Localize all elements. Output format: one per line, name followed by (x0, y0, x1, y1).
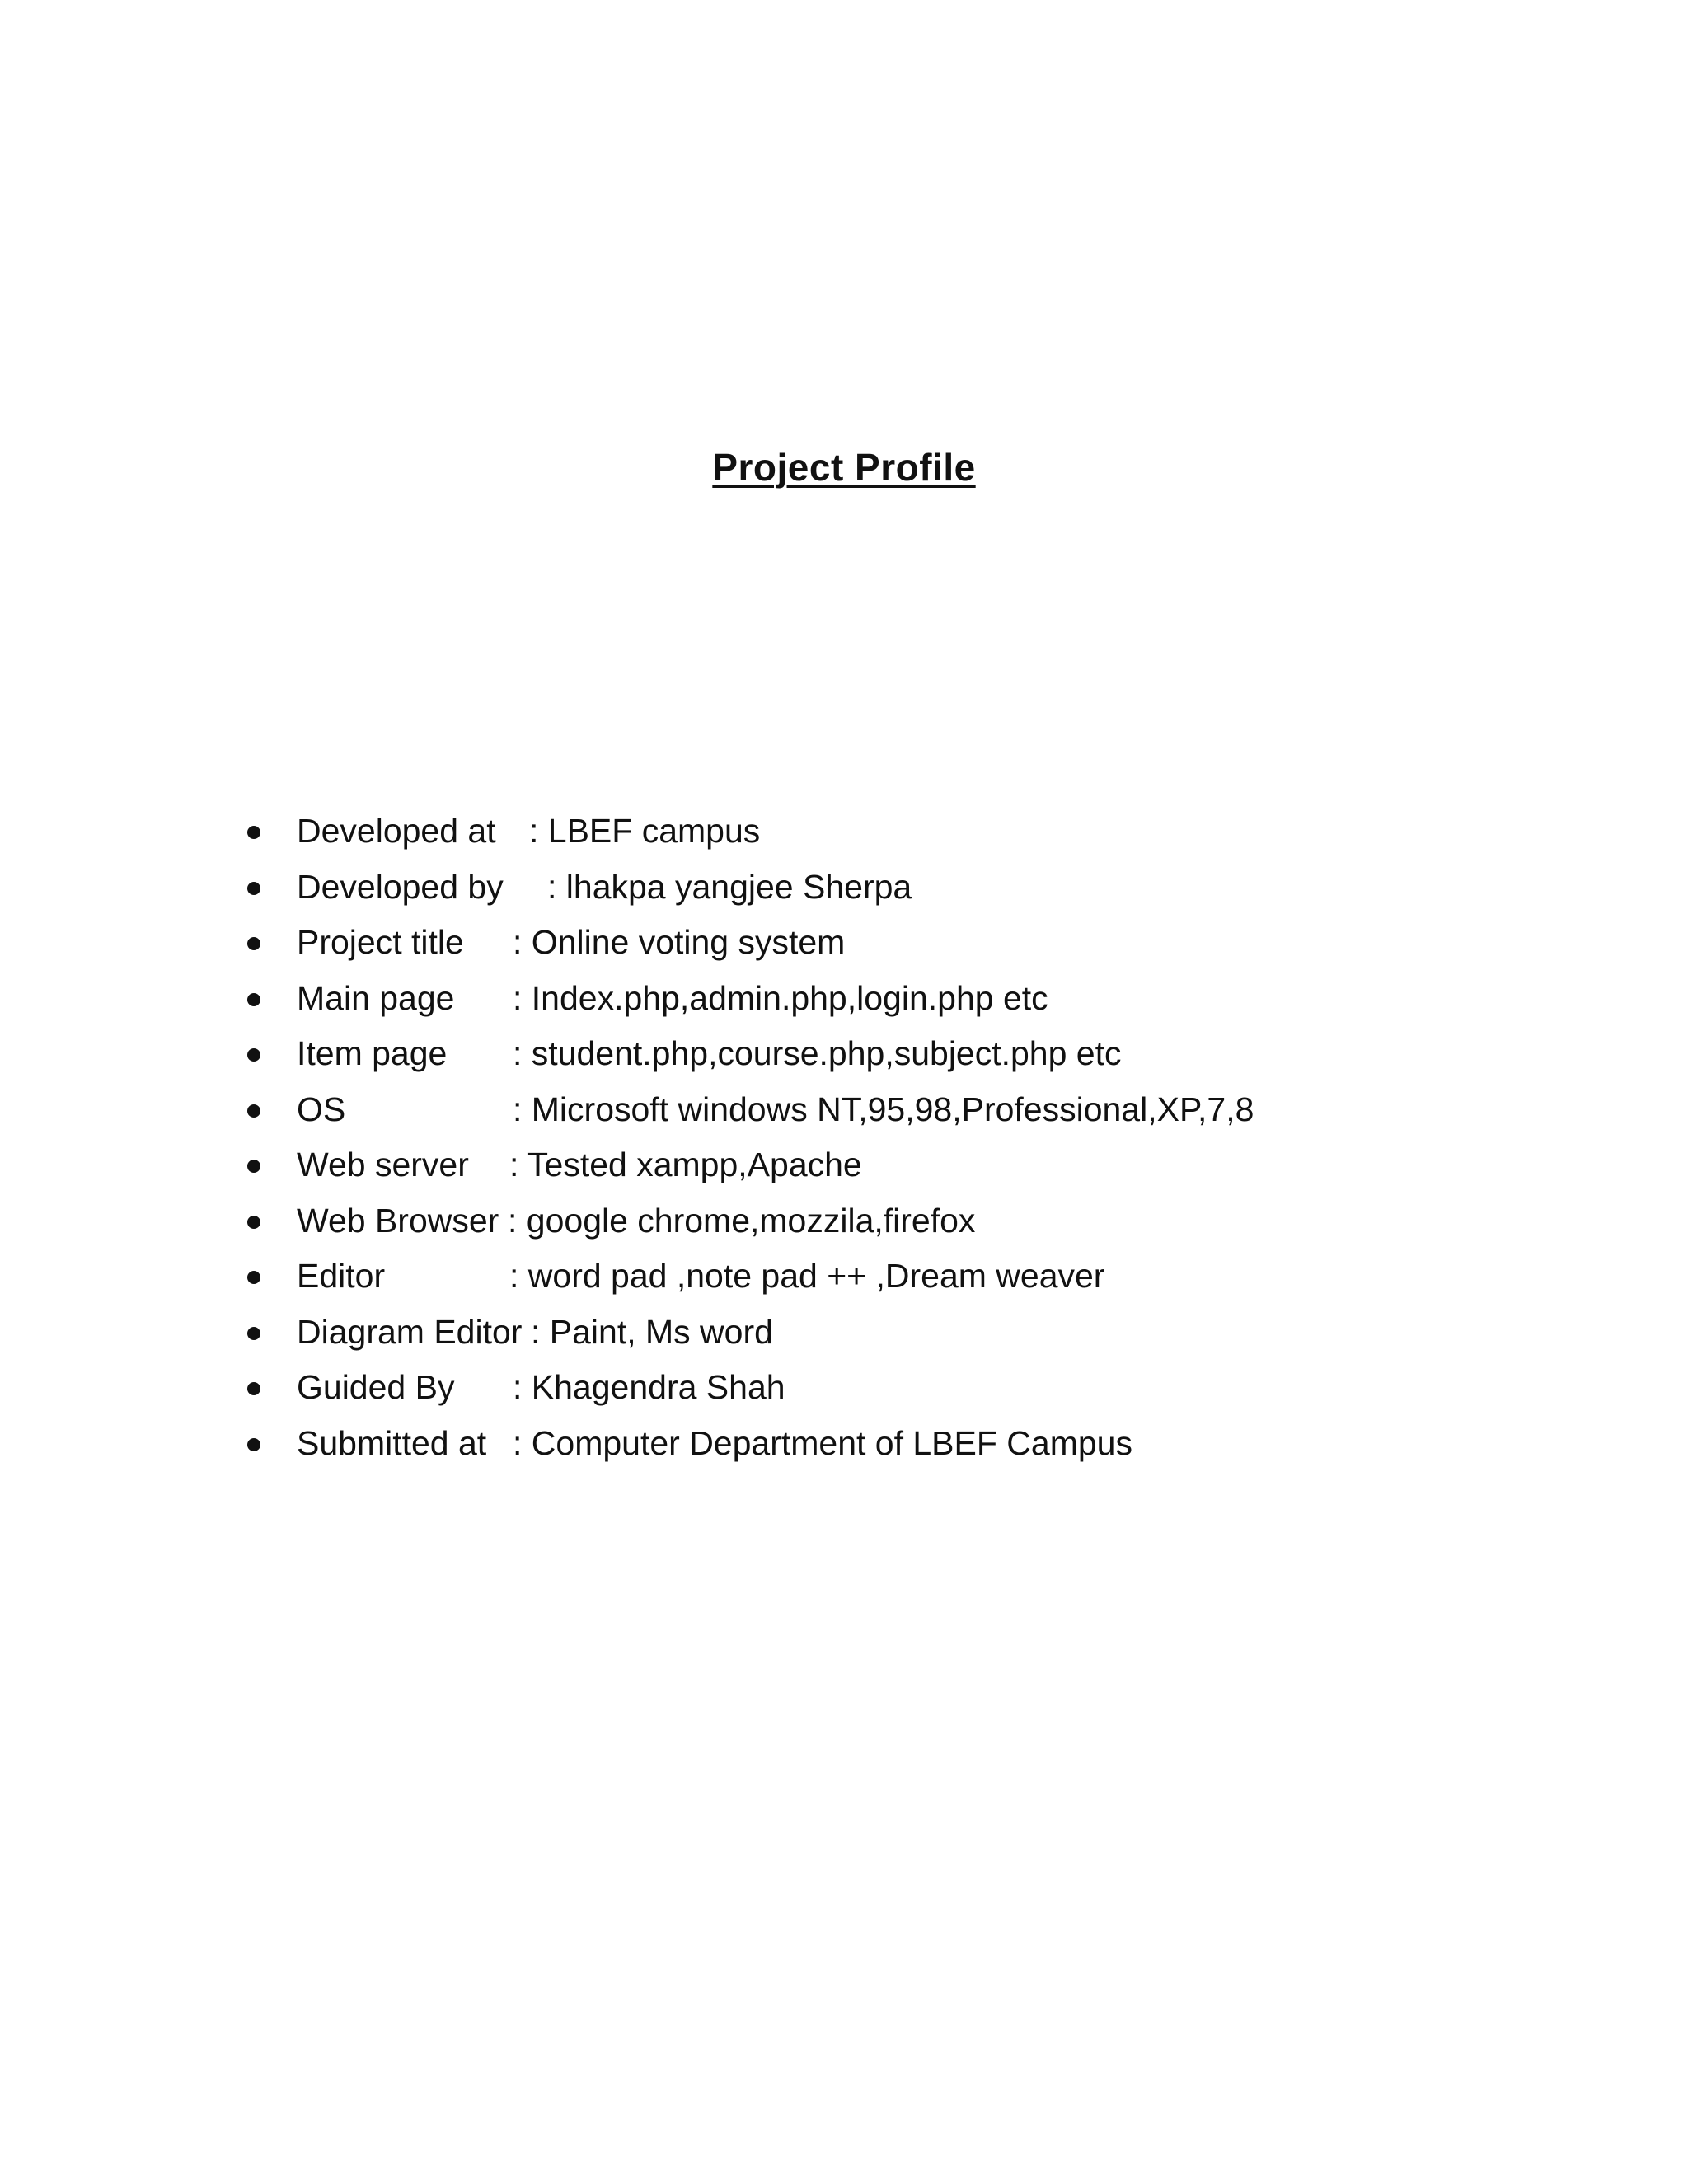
item-value: : Khagendra Shah (513, 1368, 785, 1406)
page-title: Project Profile (712, 446, 976, 489)
bullet-icon (247, 1271, 260, 1284)
item-label: Diagram Editor (297, 1312, 523, 1351)
item-value: : Computer Department of LBEF Campus (513, 1423, 1132, 1462)
item-value: : LBEF campus (529, 812, 761, 850)
item-label: OS (297, 1090, 346, 1128)
bullet-icon (247, 882, 260, 895)
bullet-icon (247, 1104, 260, 1118)
bullet-icon (247, 1160, 260, 1173)
item-value: : Microsoft windows NT,95,98,Professional,XP,7,8 (513, 1090, 1254, 1128)
item-label: Main page (297, 978, 455, 1017)
item-label: Editor (297, 1257, 386, 1295)
item-label: Guided By (297, 1368, 455, 1406)
bullet-icon (247, 1382, 260, 1395)
item-label: Developed by (297, 867, 504, 906)
item-label: Web server (297, 1146, 469, 1183)
bullet-icon (247, 993, 260, 1006)
item-value: : word pad ,note pad ++ ,Dream weaver (509, 1257, 1105, 1295)
bullet-icon (247, 1327, 260, 1340)
item-label: Web Browser (297, 1201, 499, 1240)
item-value: : student.php,course.php,subject.php etc (513, 1034, 1122, 1072)
item-value: : Tested xampp,Apache (509, 1146, 862, 1183)
item-value: : Index.php,admin.php,login.php etc (513, 978, 1048, 1017)
item-label: Item page (297, 1034, 448, 1072)
item-value: : lhakpa yangjee Sherpa (547, 867, 912, 906)
item-label: Developed at (297, 812, 496, 850)
item-label: Project title (297, 923, 464, 961)
item-value: : Paint, Ms word (531, 1312, 773, 1351)
bullet-icon (247, 1048, 260, 1062)
bullet-icon (247, 826, 260, 839)
bullet-icon (247, 1216, 260, 1229)
item-value: : Online voting system (513, 923, 846, 961)
item-value: : google chrome,mozzila,firefox (508, 1201, 976, 1240)
bullet-icon (247, 937, 260, 950)
bullet-icon (247, 1438, 260, 1451)
item-label: Submitted at (297, 1423, 487, 1462)
